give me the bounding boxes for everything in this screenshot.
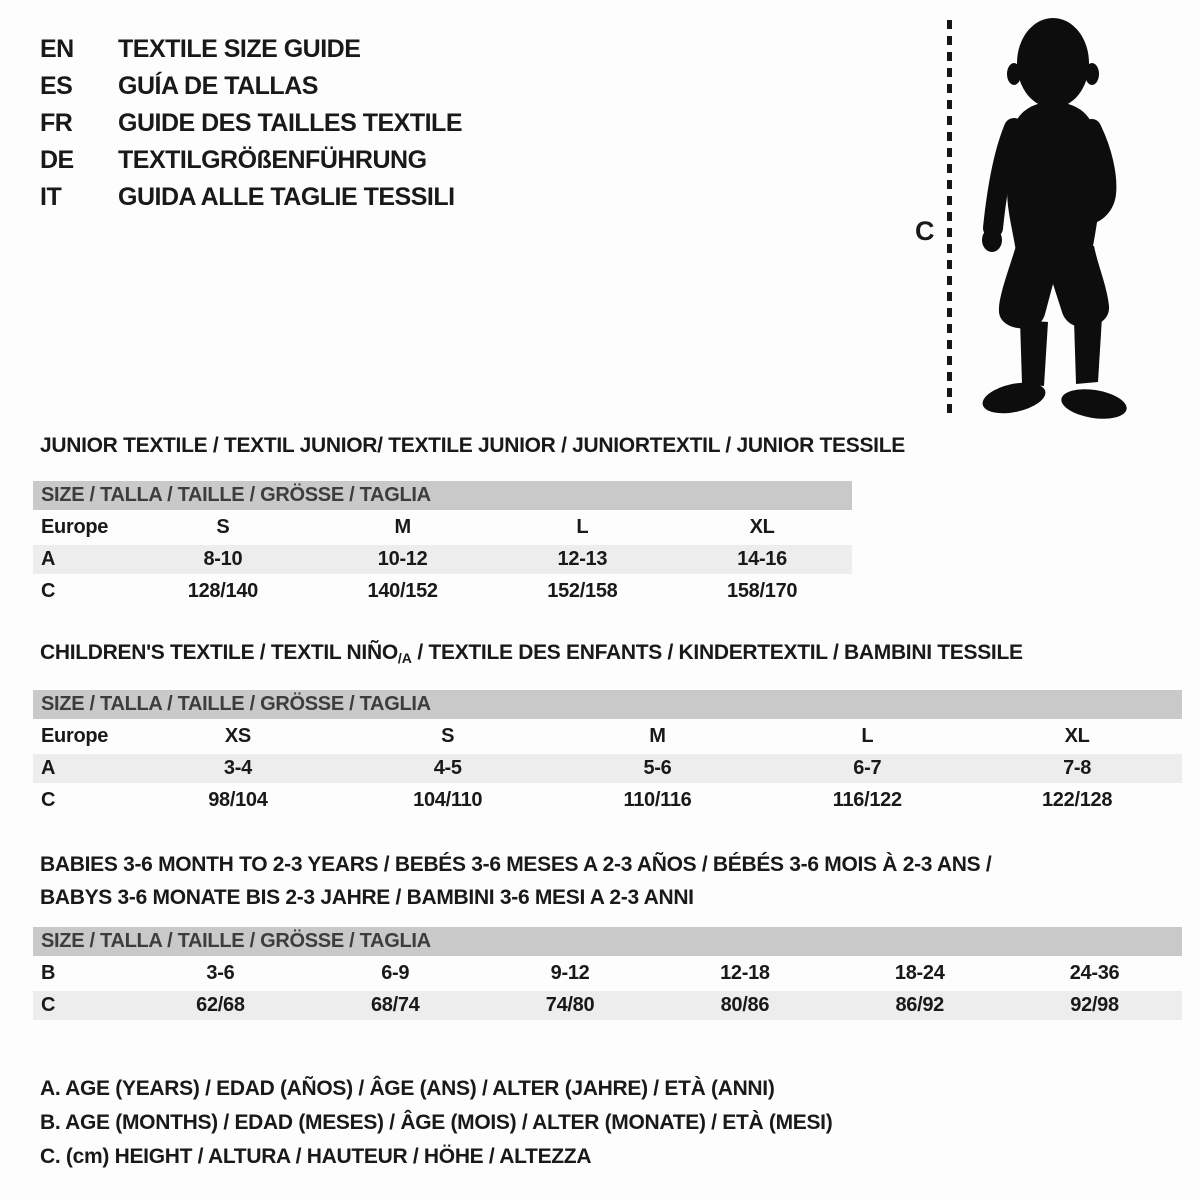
- value-cell: 140/152: [367, 580, 438, 602]
- language-code: DE: [40, 146, 74, 174]
- value-cell: 18-24: [894, 962, 945, 984]
- value-cell: 14-16: [737, 548, 787, 570]
- babies-row-height: [33, 991, 1182, 1020]
- value-cell: 62/68: [196, 994, 245, 1016]
- size-header-cell: S: [216, 516, 230, 538]
- value-cell: 3-6: [206, 962, 235, 984]
- height-measure-label: C: [915, 216, 935, 246]
- measurement-legend: [40, 1072, 832, 1174]
- value-cell: 158/170: [727, 580, 798, 602]
- junior-size-table: [33, 481, 852, 606]
- guide-title-de: TEXTILGRÖßENFÜHRUNG: [118, 146, 427, 174]
- size-header-cell: M: [649, 725, 666, 747]
- language-row-it: [40, 179, 462, 216]
- value-cell: 12-18: [720, 962, 770, 984]
- toddler-silhouette-icon: [962, 14, 1147, 424]
- size-header-bar: SIZE / TALLA / TAILLE / GRÖSSE / TAGLIA: [33, 481, 852, 510]
- children-section-title: [40, 641, 1023, 666]
- size-header-cell: S: [441, 725, 455, 747]
- value-cell: 6-9: [381, 962, 410, 984]
- children-title-sub: /A: [397, 650, 412, 666]
- value-cell: 12-13: [557, 548, 608, 570]
- value-cell: 92/98: [1070, 994, 1119, 1016]
- language-code: FR: [40, 109, 73, 137]
- value-cell: 5-6: [643, 757, 672, 779]
- junior-row-age: [33, 545, 852, 574]
- guide-title-es: GUÍA DE TALLAS: [118, 72, 318, 100]
- value-cell: 116/122: [832, 789, 902, 811]
- children-title-part: / TEXTILE DES ENFANTS / KINDERTEXTIL / BAMBINI TESSILE: [411, 641, 1023, 664]
- language-row-es: [40, 68, 462, 105]
- region-header-cell: Europe: [41, 725, 109, 747]
- size-header-cell: L: [576, 516, 589, 538]
- value-cell: 24-36: [1069, 962, 1120, 984]
- region-header-cell: Europe: [41, 516, 109, 538]
- guide-title-en: TEXTILE SIZE GUIDE: [118, 35, 361, 63]
- legend-line-c: C. (cm) HEIGHT / ALTURA / HAUTEUR / HÖHE / ALTEZZA: [40, 1145, 592, 1168]
- junior-row-height: [33, 577, 852, 606]
- language-list: [40, 31, 462, 216]
- children-row-age: [33, 754, 1182, 783]
- junior-section-title: JUNIOR TEXTILE / TEXTIL JUNIOR/ TEXTILE JUNIOR / JUNIORTEXTIL / JUNIOR TESSILE: [40, 434, 905, 457]
- babies-size-table: [33, 927, 1182, 1020]
- children-title-part: CHILDREN'S TEXTILE / TEXTIL NIÑO: [40, 641, 398, 664]
- language-row-de: [40, 142, 462, 179]
- size-header-bar: SIZE / TALLA / TAILLE / GRÖSSE / TAGLIA: [33, 690, 1182, 719]
- language-row-en: [40, 31, 462, 68]
- size-header-cell: XS: [224, 725, 251, 747]
- row-label: C: [41, 789, 56, 811]
- size-header-cell: M: [394, 516, 411, 538]
- value-cell: 10-12: [377, 548, 428, 570]
- children-row-height: [33, 786, 1182, 815]
- row-label: C: [41, 580, 56, 602]
- value-cell: 128/140: [187, 580, 258, 602]
- value-cell: 86/92: [895, 994, 944, 1016]
- size-header-cell: XL: [749, 516, 775, 538]
- row-label: A: [41, 548, 56, 570]
- junior-table-header-row: [33, 513, 852, 542]
- babies-title-line1: BABIES 3-6 MONTH TO 2-3 YEARS / BEBÉS 3-6 MESES A 2-3 AÑOS / BÉBÉS 3-6 MOIS À 2-3 ANS /: [40, 853, 992, 876]
- size-header-cell: L: [861, 725, 874, 747]
- babies-row-months: [33, 959, 1182, 988]
- language-code: EN: [40, 35, 74, 63]
- language-code: IT: [40, 183, 62, 211]
- language-row-fr: [40, 105, 462, 142]
- row-label: B: [41, 962, 56, 984]
- value-cell: 80/86: [720, 994, 770, 1016]
- children-table-header-row: [33, 722, 1182, 751]
- value-cell: 110/116: [623, 789, 692, 811]
- value-cell: 7-8: [1063, 757, 1092, 779]
- height-dashed-line: [947, 20, 952, 418]
- value-cell: 9-12: [550, 962, 590, 984]
- row-label: C: [41, 994, 56, 1016]
- value-cell: 3-4: [223, 757, 252, 779]
- value-cell: 8-10: [203, 548, 243, 570]
- value-cell: 4-5: [433, 757, 462, 779]
- value-cell: 104/110: [413, 789, 483, 811]
- babies-section-title: [40, 848, 1000, 914]
- value-cell: 6-7: [853, 757, 882, 779]
- children-size-table: [33, 690, 1182, 815]
- value-cell: 74/80: [545, 994, 595, 1016]
- size-header-bar: SIZE / TALLA / TAILLE / GRÖSSE / TAGLIA: [33, 927, 1182, 956]
- babies-title-line2: BABYS 3-6 MONATE BIS 2-3 JAHRE / BAMBINI 3-6 MESI A 2-3 ANNI: [40, 886, 694, 909]
- row-label: A: [41, 757, 56, 779]
- legend-line-a: A. AGE (YEARS) / EDAD (AÑOS) / ÂGE (ANS) / ALTER (JAHRE) / ETÀ (ANNI): [40, 1077, 775, 1100]
- value-cell: 152/158: [547, 580, 618, 602]
- guide-title-fr: GUIDE DES TAILLES TEXTILE: [118, 109, 463, 137]
- language-code: ES: [40, 72, 73, 100]
- value-cell: 122/128: [1041, 789, 1113, 811]
- value-cell: 98/104: [208, 789, 268, 811]
- legend-line-b: B. AGE (MONTHS) / EDAD (MESES) / ÂGE (MOIS) / ALTER (MONATE) / ETÀ (MESI): [40, 1111, 833, 1134]
- size-header-cell: XL: [1064, 725, 1090, 747]
- guide-title-it: GUIDA ALLE TAGLIE TESSILI: [118, 183, 455, 211]
- value-cell: 68/74: [370, 994, 420, 1016]
